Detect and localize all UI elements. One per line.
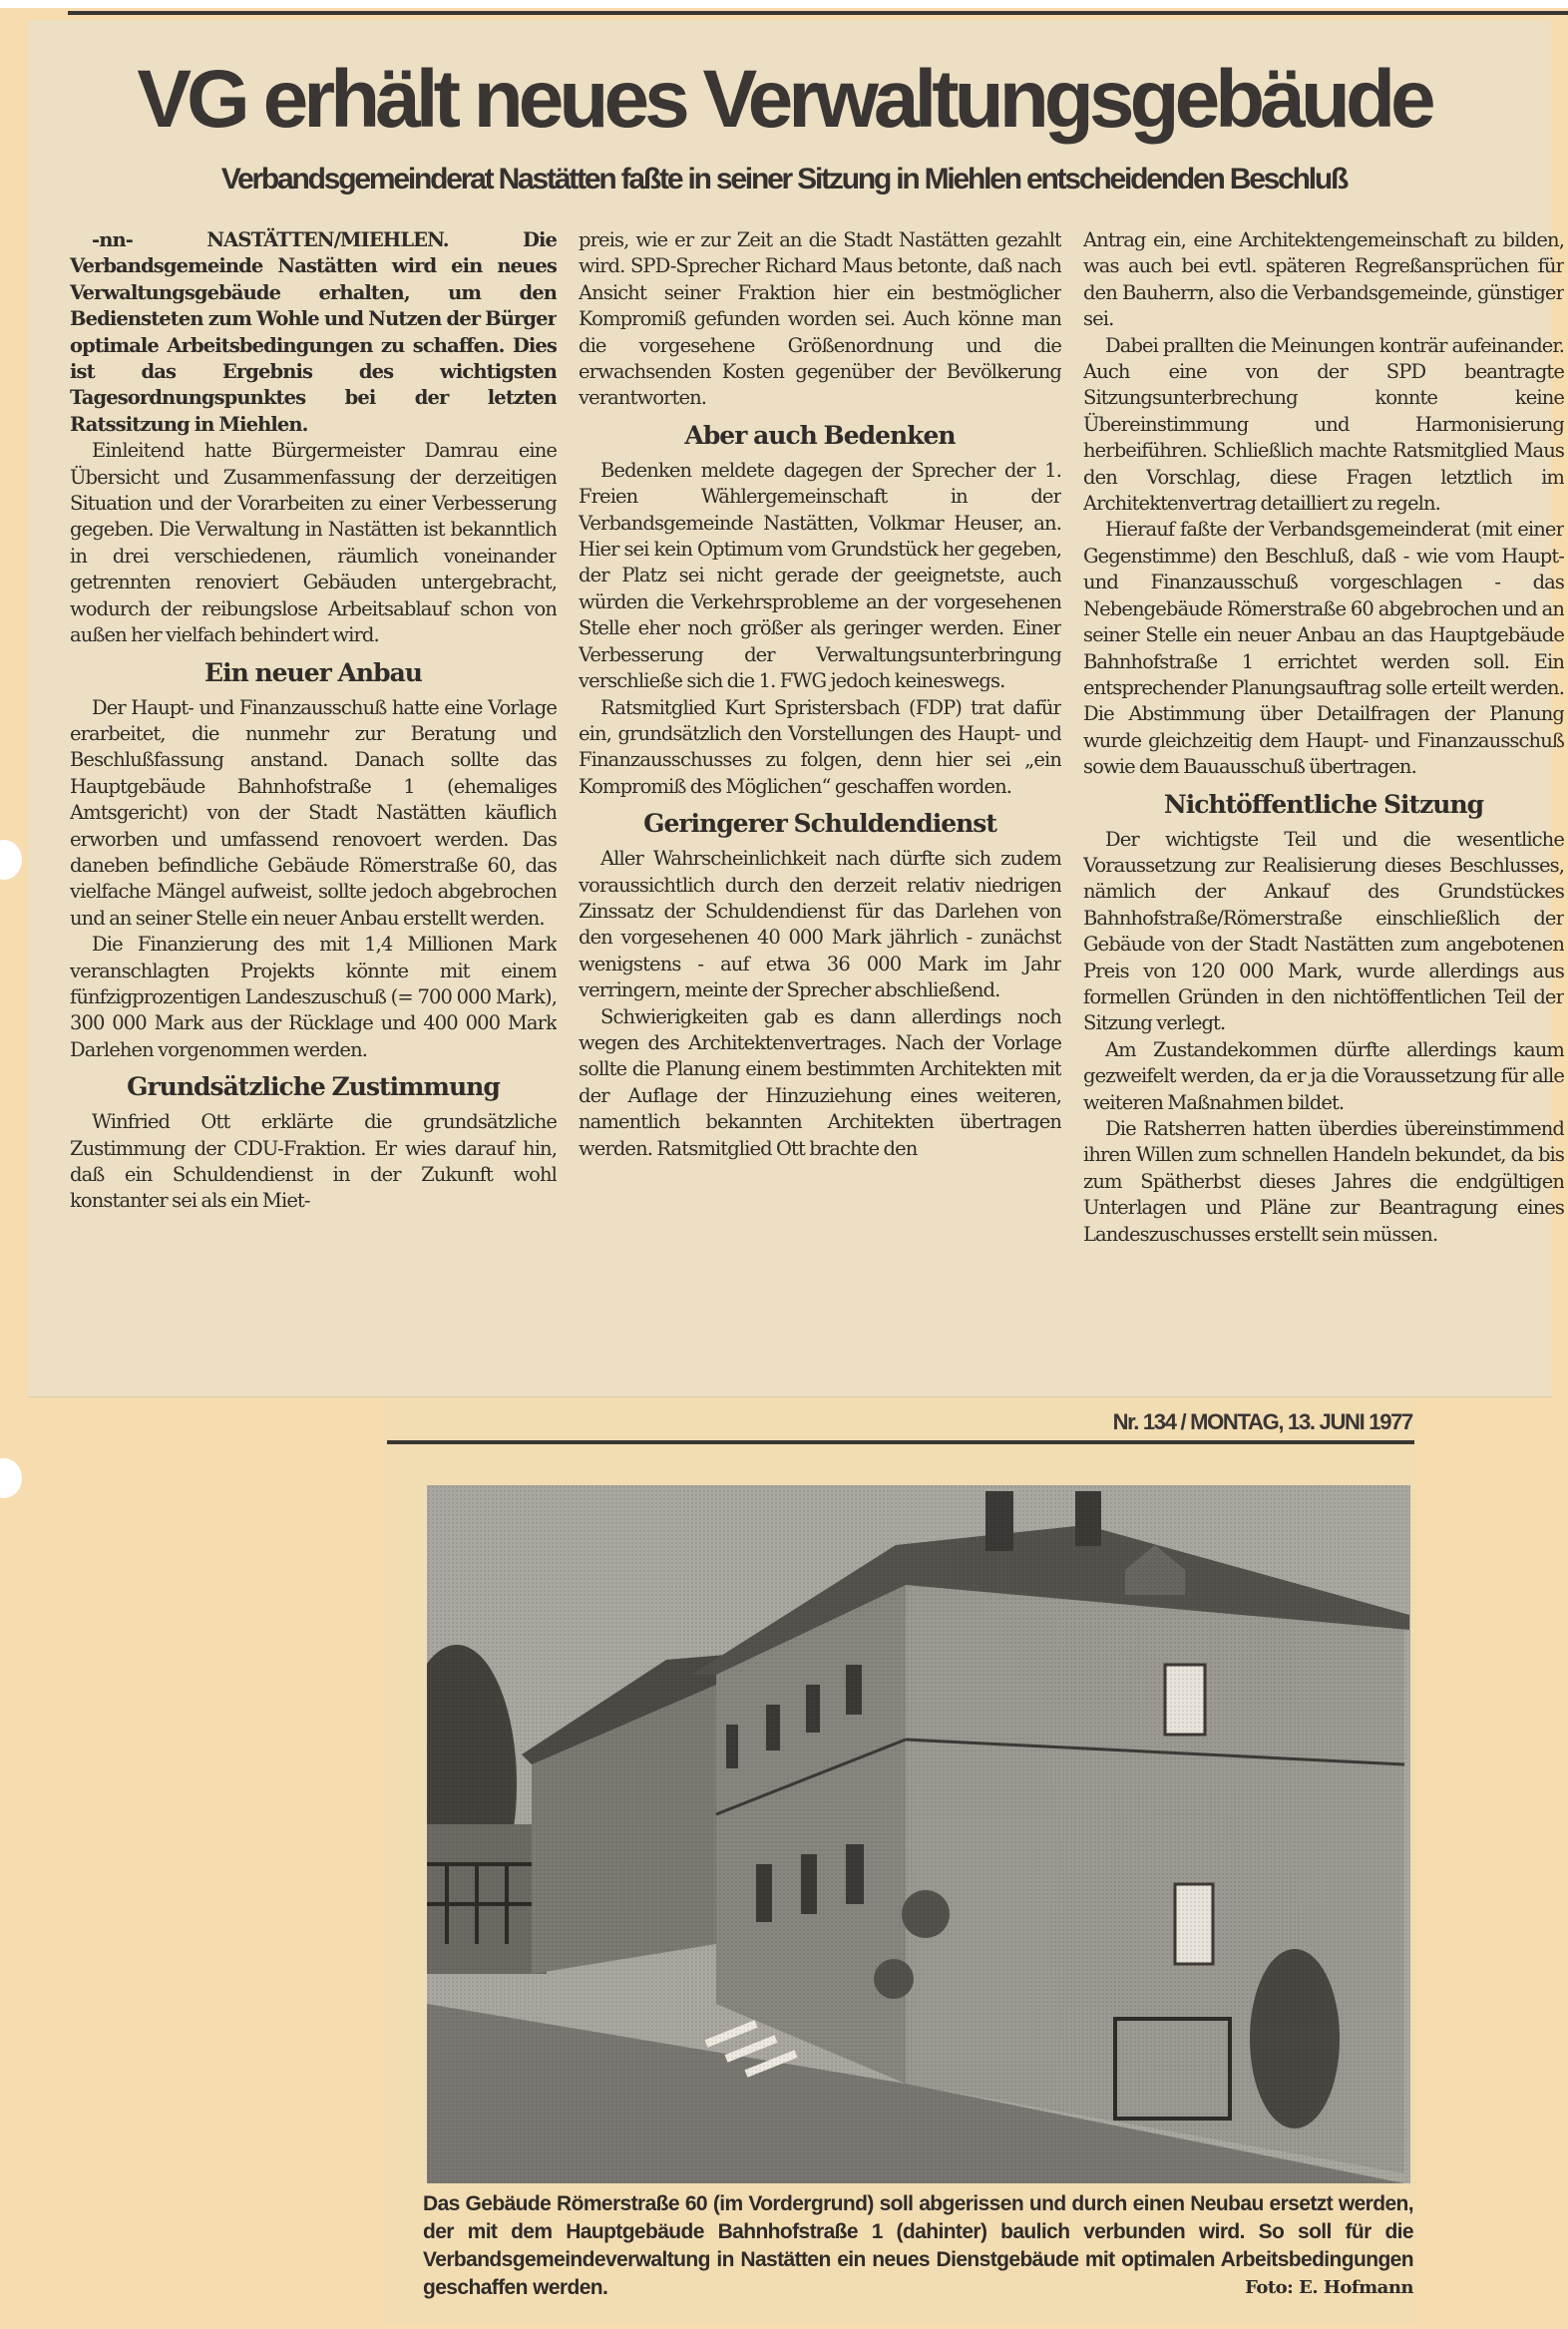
paragraph: Der Haupt- und Finanzausschuß hatte eine Vorlage erarbeitet, die nunmehr zur Beratung und Beschlußfassung anstand. Danach sollte das Hauptgebäude Bahnhofstraße 1 (ehemaliges Amtsgericht) von der Stadt Nastätten käuflich erworben und umfassend renovoert werden. Das daneben befindliche Gebäude Römerstraße 60, das vielfache Mängel aufweist, sollte jedoch abgebrochen und an seiner Stelle ein neuer Anbau erstellt werden.	[70, 695, 557, 930]
paragraph: Einleitend hatte Bürgermeister Damrau eine Übersicht und Zusammenfassung der derzeitigen Situation und der Vorarbeiten zu einer Verbesserung gegeben. Die Verwaltung in Nastätten ist bekanntlich in drei verschiedenen, räumlich voneinander getrennten renoviert Gebäuden untergebracht, wodurch der reibungslose Arbeitsablauf schon von außen her vielfach behindert wird.	[70, 439, 557, 647]
paragraph: Winfried Ott erklärte die grundsätzliche Zustimmung der CDU-Fraktion. Er wies darauf hin, daß ein Schuldendienst in der Zukunft wohl konstanter sei als ein Miet-	[70, 1110, 557, 1213]
building-photo	[427, 1485, 1410, 2183]
paragraph: Bedenken meldete dagegen der Sprecher der 1. Freien Wählergemeinschaft in der Verbandsgemeinde Nastätten, Volkmar Heuser, an. Hier sei kein Optimum vom Grundstück her gegeben, der Platz sei nicht gerade der geeignetste, auch würden die Verkehrsprobleme an der vorgesehenen Stelle eher noch größer als geringer werden. Einer Verbesserung der Verwaltungsunterbringung verschließe sich die 1. FWG jedoch keineswegs.	[579, 458, 1061, 693]
continued-paragraph: preis, wie er zur Zeit an die Stadt Nastätten gezahlt wird. SPD-Sprecher Richard Maus betonte, daß nach Ansicht seiner Fraktion hier ein bestmöglicher Kompromiß gefunden worden sei. Auch könne man die vorgesehene Größenordnung und die erwachsenden Kosten gegenüber der Bevölkerung verantworten.	[579, 228, 1061, 410]
dateline: Nr. 134 / MONTAG, 13. JUNI 1977	[1112, 1409, 1412, 1434]
article-column-3	[1083, 227, 1564, 1384]
punch-hole-upper	[0, 840, 22, 880]
subheadline: Verbandsgemeinderat Nastätten faßte in seiner Sitzung in Miehlen entscheidenden Beschluß	[220, 163, 1348, 195]
section-heading: Ein neuer Anbau	[204, 657, 422, 687]
paragraph: Ratsmitglied Kurt Spristersbach (FDP) trat dafür ein, grundsätzlich den Vorstellungen des Haupt- und Finanzausschusses zu folgen, denn hier sei „ein Kompromiß des Möglichen“ geschaffen worden.	[579, 695, 1061, 798]
top-rule	[68, 11, 1568, 15]
building-photo-illustration	[427, 1485, 1410, 2183]
caption-text: Das Gebäude Römerstraße 60 (im Vordergrund) soll abgerissen und durch einen Neubau ersetzt werden, der mit dem Hauptgebäude Bahnhofstraße 1 (dahinter) baulich verbunden wird. So soll für die Verbandsgemeindeverwaltung in Nastätten ein neues Dienstgebäude mit optimalen Arbeitsbedingungen geschaffen werden.	[423, 2192, 1413, 2299]
paragraph: Aller Wahrscheinlichkeit nach dürfte sich zudem voraussichtlich durch den derzeit relativ niedrigen Zinssatz der Schuldendienst für das Darlehen von den vorgesehenen 40 000 Mark jährlich - zunächst wenigstens - auf etwa 36 000 Mark im Jahr verringern, meinte der Sprecher abschließend.	[579, 847, 1061, 1002]
paragraph: Der wichtigste Teil und die wesentliche Voraussetzung zur Realisierung dieses Beschlusses, nämlich der Ankauf des Grundstückes Bahnhofstraße/Römerstraße einschließlich der Gebäude von der Stadt Nastätten zum angebotenen Preis von 120 000 Mark, wurde allerdings aus formellen Gründen in den nichtöffentlichen Teil der Sitzung verlegt.	[1083, 827, 1564, 1035]
photo-credit: Foto: E. Hofmann	[1245, 2277, 1413, 2298]
paragraph: Dabei prallten die Meinungen konträr aufeinander. Auch eine von der SPD beantragte Sitzungsunterbrechung konnte keine Übereinstimmung und Harmonisierung herbeiführen. Schließlich machte Ratsmitglied Maus den Vorschlag, diese Fragen letztlich im Architektenvertrag detailliert zu regeln.	[1083, 333, 1564, 516]
article-column-2	[579, 227, 1061, 1384]
paragraph: Die Finanzierung des mit 1,4 Millionen Mark veranschlagten Projekts könnte mit einem fünfzigprozentigen Landeszuschuß (= 700 000 Mark), 300 000 Mark aus der Rücklage und 400 000 Mark Darlehen vorgenommen werden.	[70, 933, 557, 1061]
lead-paragraph: -nn- NASTÄTTEN/MIEHLEN. Die Verbandsgemeinde Nastätten wird ein neues Verwaltungsgebäude erhalten, um den Bediensteten zum Wohle und Nutzen der Bürger optimale Arbeitsbedingungen zu schaffen. Dies ist das Ergebnis des wichtigsten Tagesordnungspunktes bei der letzten Ratssitzung in Miehlen.	[70, 228, 557, 436]
section-heading: Nichtöffentliche Sitzung	[1163, 789, 1484, 819]
punch-hole-lower	[0, 1458, 22, 1498]
continued-paragraph: Antrag ein, eine Architektengemeinschaft zu bilden, was auch bei evtl. späteren Regreßansprüchen für den Bauherrn, also die Verbandsgemeinde, günstiger sei.	[1083, 228, 1564, 331]
photo-caption	[423, 2190, 1413, 2302]
paragraph: Am Zustandekommen dürfte allerdings kaum gezweifelt werden, da er ja die Voraussetzung für alle weiteren Maßnahmen bildet.	[1083, 1037, 1564, 1114]
section-heading: Aber auch Bedenken	[684, 420, 956, 450]
paragraph: Hierauf faßte der Verbandsgemeinderat (mit einer Gegenstimme) den Beschluß, daß - wie vom Haupt- und Finanzausschuß vorgeschlagen - das Nebengebäude Römerstraße 60 abgebrochen und an seiner Stelle ein neuer Anbau an das Hauptgebäude Bahnhofstraße 1 errichtet werden soll. Ein entsprechender Planungsauftrag solle erteilt werden. Die Abstimmung über Detailfragen der Planung wurde gleichzeitig dem Haupt- und Finanzausschuß sowie dem Bauausschuß übertragen.	[1083, 518, 1564, 779]
dateline-rule	[387, 1440, 1414, 1444]
section-heading: Geringerer Schuldendienst	[643, 809, 996, 839]
article-column-1	[70, 227, 557, 1384]
halftone-overlay	[427, 1485, 1410, 2183]
headline: VG erhält neues Verwaltungsgebäude	[137, 54, 1431, 145]
scan-top-margin	[0, 0, 1568, 8]
paragraph: Schwierigkeiten gab es dann allerdings noch wegen des Architektenvertrages. Nach der Vorlage sollte die Planung einem bestimmten Architekten mit der Auflage der Hinzuziehung eines weiteren, namentlich bekannten Architekten übertragen werden. Ratsmitglied Ott brachte den	[579, 1004, 1061, 1160]
paragraph: Die Ratsherren hatten überdies übereinstimmend ihren Willen zum schnellen Handeln bekundet, da bis zum Spätherbst dieses Jahres die endgültigen Unterlagen und Pläne zur Beantragung eines Landeszuschusses erstellt sein müssen.	[1083, 1117, 1564, 1246]
section-heading: Grundsätzliche Zustimmung	[127, 1072, 500, 1102]
